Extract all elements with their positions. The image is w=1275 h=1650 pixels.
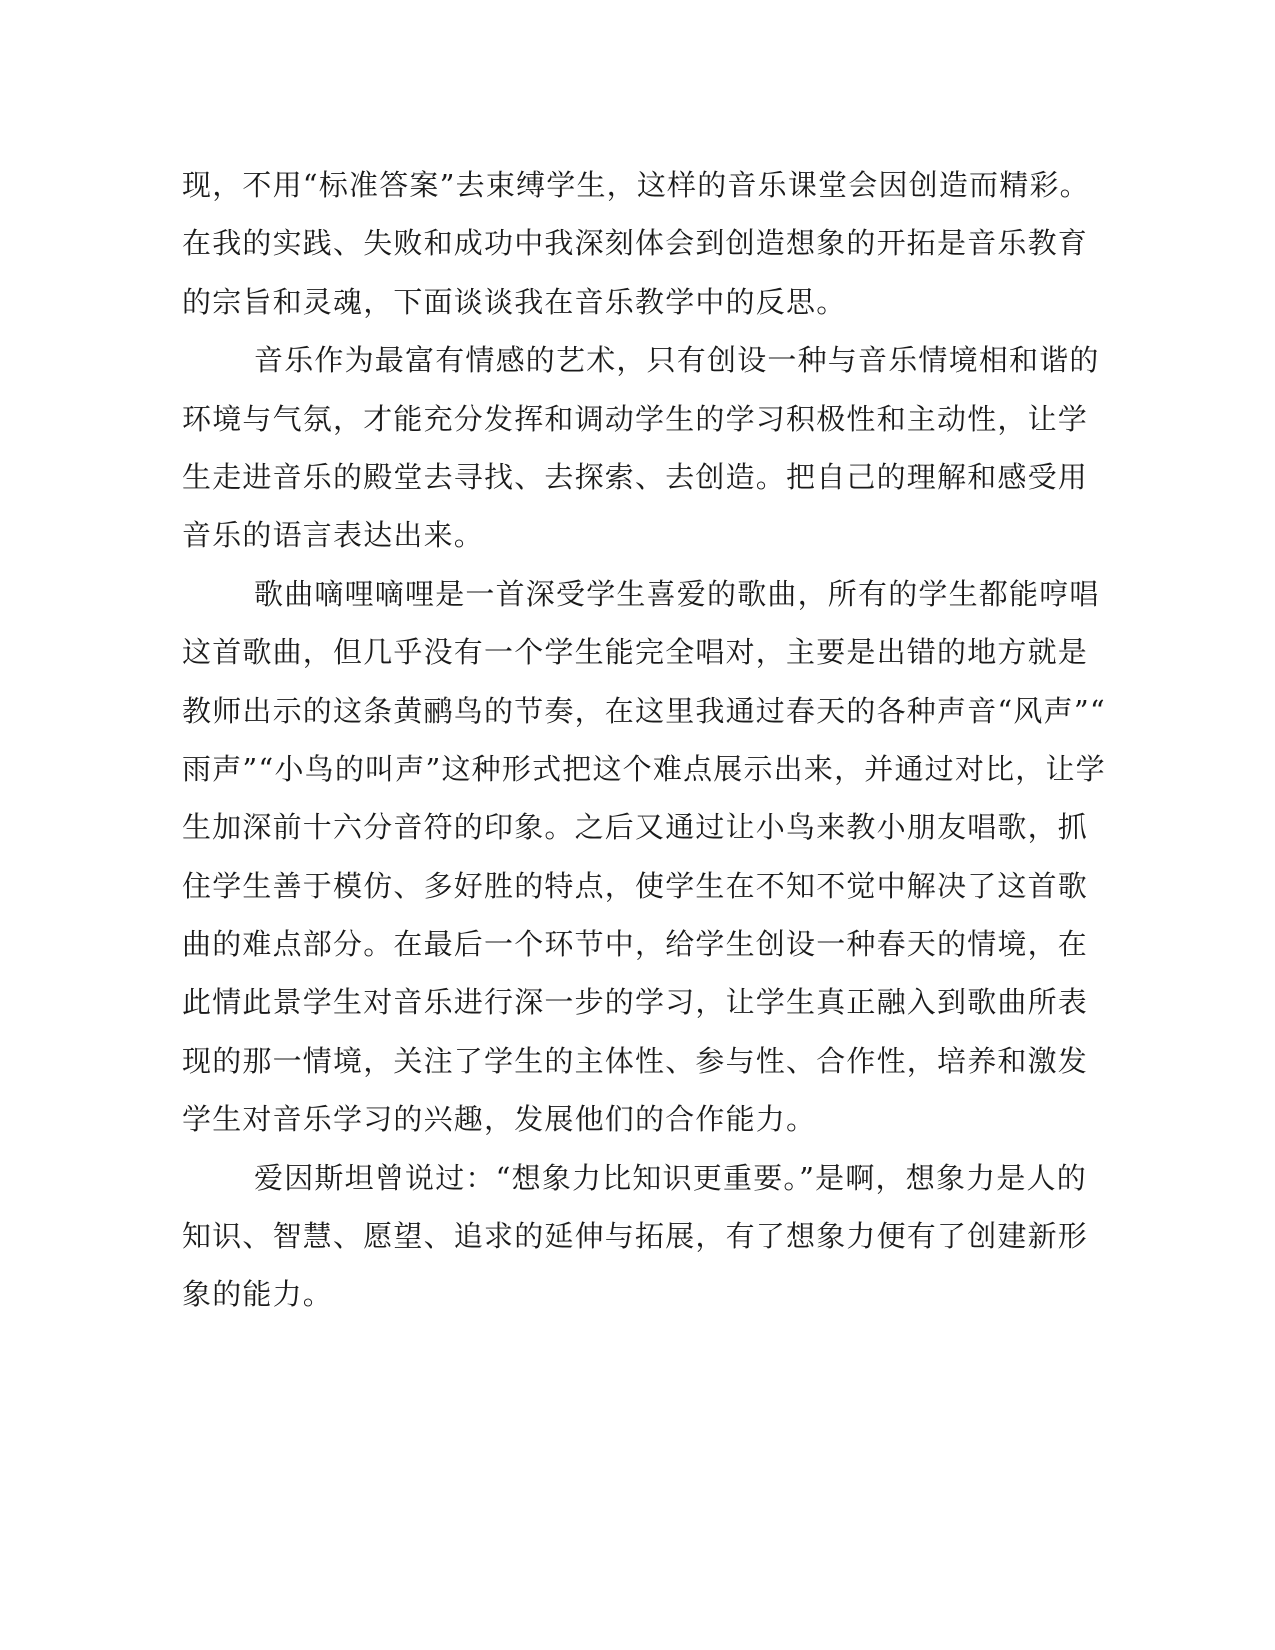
text-line: 在我的实践、失败和成功中我深刻体会到创造想象的开拓是音乐教育 — [182, 226, 1089, 261]
text-line: 这首歌曲，但几乎没有一个学生能完全唱对，主要是出错的地方就是 — [182, 635, 1089, 670]
text-line: 住学生善于模仿、多好胜的特点，使学生在不知不觉中解决了这首歌 — [182, 868, 1089, 903]
text-line: 生加深前十六分音符的印象。之后又通过让小鸟来教小朋友唱歌，抓 — [182, 810, 1089, 845]
text-line: 学生对音乐学习的兴趣，发展他们的合作能力。 — [182, 1102, 817, 1137]
text-line: 教师出示的这条黄鹂鸟的节奏，在这里我通过春天的各种声音“风声”“ — [182, 693, 1106, 728]
text-line: 知识、智慧、愿望、追求的延伸与拓展，有了想象力便有了创建新形 — [182, 1219, 1089, 1254]
text-line: 曲的难点部分。在最后一个环节中，给学生创设一种春天的情境，在 — [182, 927, 1089, 962]
body-text — [182, 156, 1106, 1324]
text-line: 环境与气氛，才能充分发挥和调动学生的学习积极性和主动性，让学 — [182, 401, 1089, 436]
text-line: 现的那一情境，关注了学生的主体性、参与性、合作性，培养和激发 — [182, 1043, 1089, 1078]
text-line: 此情此景学生对音乐进行深一步的学习，让学生真正融入到歌曲所表 — [182, 985, 1089, 1020]
paragraph-first-line: 歌曲嘀哩嘀哩是一首深受学生喜爱的歌曲，所有的学生都能哼唱 — [254, 576, 1100, 611]
text-line: 音乐的语言表达出来。 — [182, 518, 485, 553]
text-line: 象的能力。 — [182, 1277, 334, 1312]
text-line: 的宗旨和灵魂，下面谈谈我在音乐教学中的反思。 — [182, 284, 847, 319]
text-line: 雨声”“小鸟的叫声”这种形式把这个难点展示出来，并通过对比，让学 — [182, 751, 1106, 786]
text-line: 现，不用“标准答案”去束缚学生，这样的音乐课堂会因创造而精彩。 — [182, 168, 1090, 202]
paragraph-first-line: 音乐作为最富有情感的艺术，只有创设一种与音乐情境相和谐的 — [254, 343, 1100, 378]
text-line: 生走进音乐的殿堂去寻找、去探索、去创造。把自己的理解和感受用 — [182, 459, 1089, 494]
paragraph-first-line: 爱因斯坦曾说过：“想象力比知识更重要。”是啊，想象力是人的 — [254, 1160, 1087, 1195]
